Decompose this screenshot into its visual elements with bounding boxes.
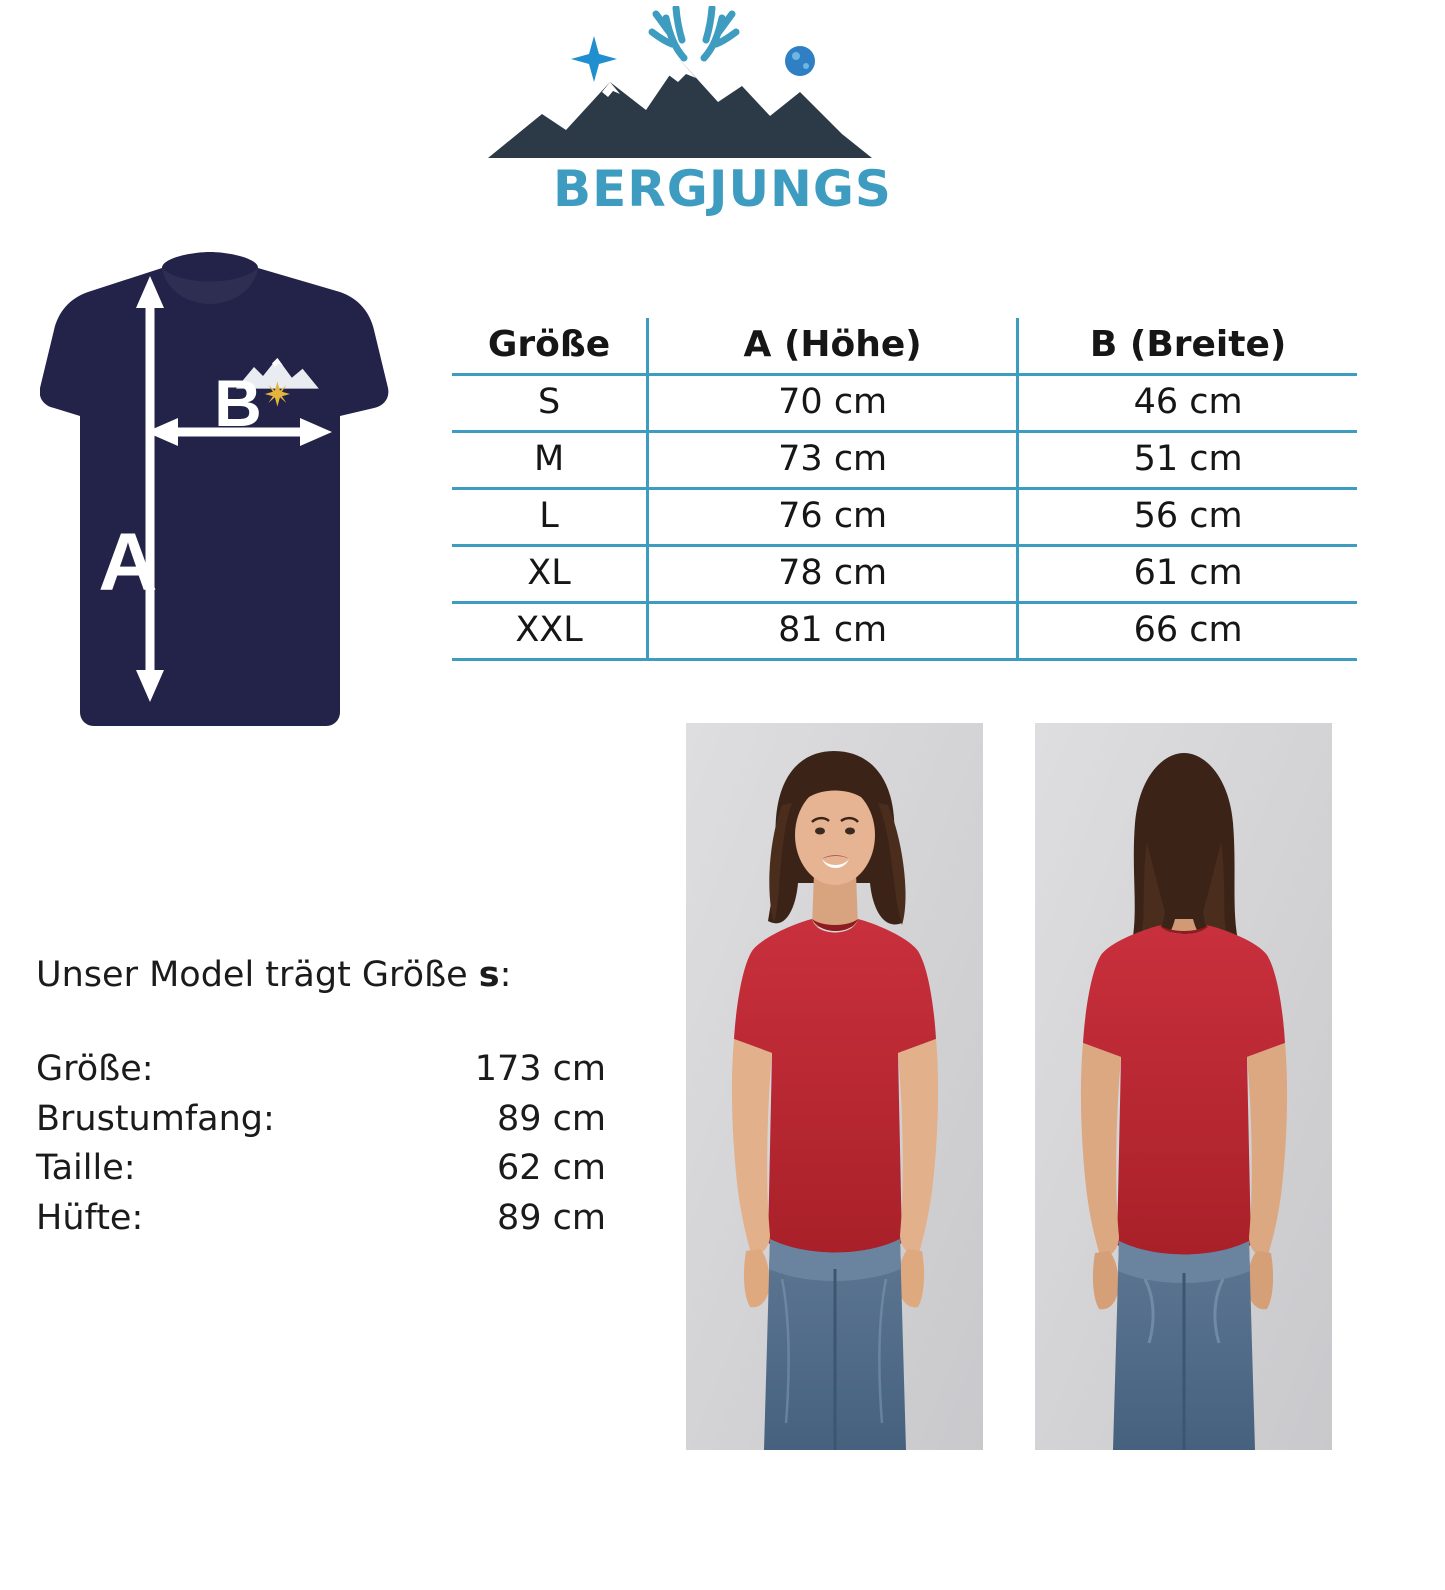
table-header-row <box>452 318 1357 375</box>
cell-width: 46 cm <box>1018 375 1357 432</box>
width-label: B <box>214 366 262 440</box>
model-intro-text <box>36 955 636 995</box>
table-row <box>452 375 1357 432</box>
cell-height: 81 cm <box>648 603 1018 660</box>
cell-size: M <box>452 432 648 489</box>
cell-size: XXL <box>452 603 648 660</box>
measurement-value: 173 cm <box>474 1049 606 1089</box>
moon-icon <box>785 46 815 76</box>
model-intro-size: s <box>478 955 500 995</box>
cell-size: XL <box>452 546 648 603</box>
measurement-value: 89 cm <box>497 1098 606 1139</box>
model-info-block <box>36 955 636 1244</box>
brand-logo-area <box>0 0 1445 240</box>
measurement-label: Größe: <box>36 1049 154 1089</box>
cell-width: 66 cm <box>1018 603 1357 660</box>
measurement-row <box>36 1194 636 1244</box>
measurement-row <box>36 1144 636 1194</box>
cell-height: 70 cm <box>648 375 1018 432</box>
measurement-value: 89 cm <box>497 1198 606 1239</box>
cell-width: 56 cm <box>1018 489 1357 546</box>
cell-height: 76 cm <box>648 489 1018 546</box>
header-width: B (Breite) <box>1018 318 1357 375</box>
cell-height: 73 cm <box>648 432 1018 489</box>
model-intro-suffix: : <box>499 955 512 995</box>
cell-height: 78 cm <box>648 546 1018 603</box>
table-row <box>452 603 1357 660</box>
cell-width: 61 cm <box>1018 546 1357 603</box>
model-back-photo <box>1035 723 1332 1450</box>
measurement-label: Brustumfang: <box>36 1098 275 1139</box>
header-height: A (Höhe) <box>648 318 1018 375</box>
measurement-value: 62 cm <box>497 1148 606 1189</box>
size-chart-table <box>452 318 1357 661</box>
table-row <box>452 432 1357 489</box>
mountain-antlers-logo-icon <box>470 6 890 186</box>
sparkle-icon <box>571 36 617 82</box>
tshirt-icon <box>40 252 388 726</box>
header-size: Größe <box>452 318 648 375</box>
measurement-row <box>36 1045 636 1095</box>
measurement-label: Taille: <box>36 1148 136 1189</box>
cell-size: L <box>452 489 648 546</box>
model-front-photo <box>686 723 983 1450</box>
measurement-row <box>36 1095 636 1145</box>
shirt-measurement-diagram <box>40 250 420 750</box>
height-label: A <box>98 517 158 608</box>
measurement-label: Hüfte: <box>36 1198 144 1239</box>
cell-size: S <box>452 375 648 432</box>
table-row <box>452 546 1357 603</box>
cell-width: 51 cm <box>1018 432 1357 489</box>
table-row <box>452 489 1357 546</box>
model-intro-prefix: Unser Model trägt Größe <box>36 955 479 995</box>
brand-name: BERGJUNGS <box>553 160 892 218</box>
